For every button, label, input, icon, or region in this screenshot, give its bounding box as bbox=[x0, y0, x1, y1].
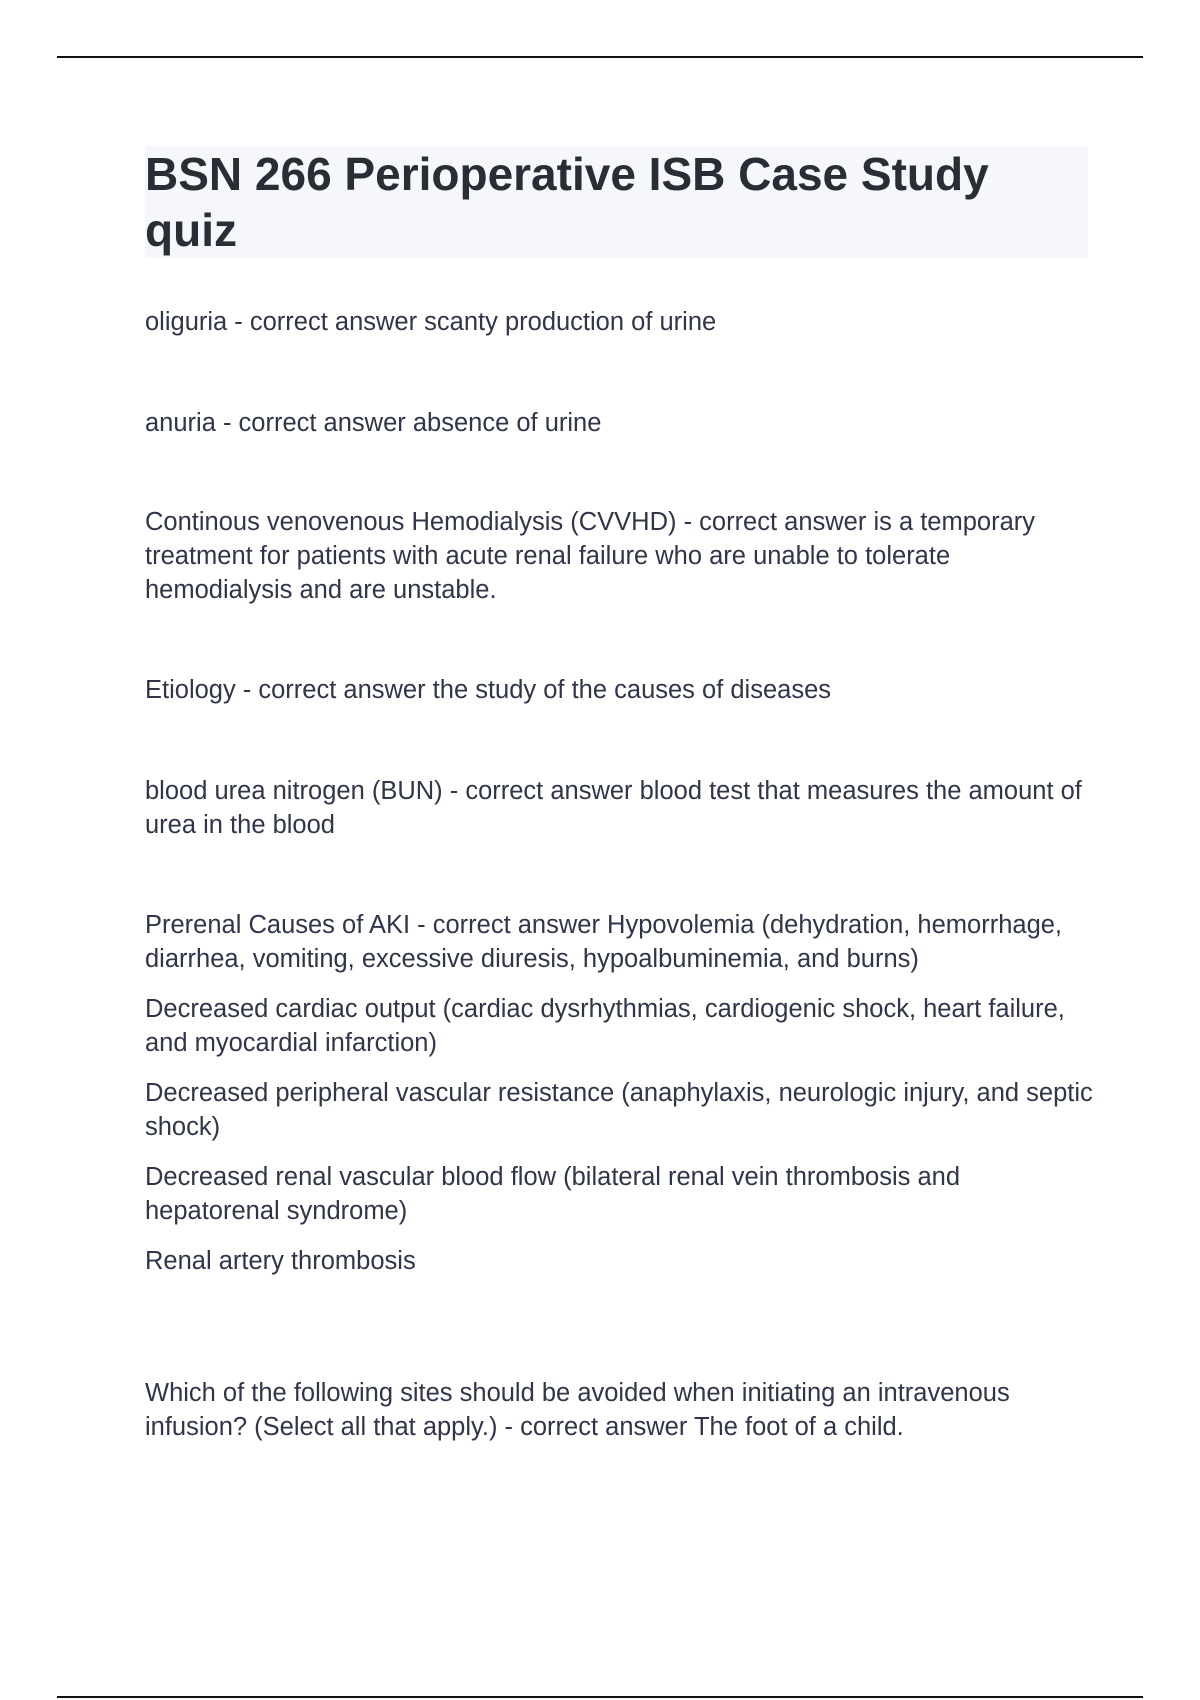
qa-text-continued: Decreased cardiac output (cardiac dysrhythmias, cardiogenic shock, heart failure, and myocardial infarction) bbox=[145, 995, 1065, 1057]
qa-text: Which of the following sites should be avoided when initiating an intravenous infusion? (Select all that apply.) - correct answer The foot of a child. bbox=[145, 1379, 1010, 1441]
qa-text-continued: Decreased peripheral vascular resistance (anaphylaxis, neurologic injury, and septic shock) bbox=[145, 1079, 1093, 1141]
qa-entry bbox=[145, 505, 1095, 607]
qa-text-continued: Decreased renal vascular blood flow (bilateral renal vein thrombosis and hepatorenal syndrome) bbox=[145, 1163, 961, 1225]
qa-text: anuria - correct answer absence of urine bbox=[145, 409, 602, 437]
qa-text: Continous venovenous Hemodialysis (CVVHD) - correct answer is a temporary treatment for patients with acute renal failure who are unable to tolerate hemodialysis and are unstable. bbox=[145, 508, 1035, 604]
page-title: BSN 266 Perioperative ISB Case Study quiz bbox=[145, 148, 989, 256]
qa-text: oliguria - correct answer scanty production of urine bbox=[145, 308, 717, 336]
qa-text: Prerenal Causes of AKI - correct answer Hypovolemia (dehydration, hemorrhage, diarrhea, vomiting, excessive diuresis, hypoalbuminemia, and burns) bbox=[145, 911, 1063, 973]
top-rule bbox=[57, 56, 1143, 58]
qa-entry bbox=[145, 908, 1095, 1278]
qa-entry bbox=[145, 1376, 1095, 1444]
qa-text: blood urea nitrogen (BUN) - correct answer blood test that measures the amount of urea in the blood bbox=[145, 777, 1082, 839]
qa-entry bbox=[145, 774, 1095, 842]
qa-entry bbox=[145, 305, 1095, 339]
qa-text-continued: Renal artery thrombosis bbox=[145, 1247, 416, 1275]
qa-entry bbox=[145, 673, 1095, 707]
qa-text: Etiology - correct answer the study of the causes of diseases bbox=[145, 676, 832, 704]
qa-entry bbox=[145, 406, 1095, 440]
title-banner bbox=[145, 146, 1088, 258]
bottom-rule bbox=[57, 1696, 1143, 1698]
